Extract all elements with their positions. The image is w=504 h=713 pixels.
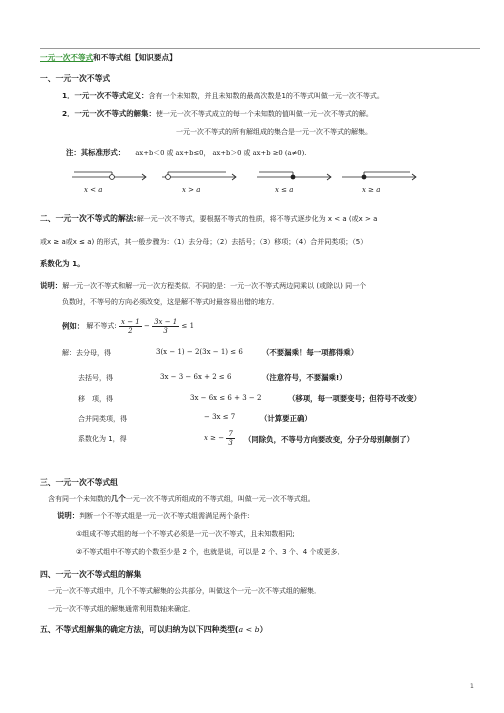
fraction-2-denominator: 3 [163, 327, 168, 335]
section-3-text-c: 一元一次不等式所组成的不等式组，叫做一元一次不等式组。 [125, 495, 315, 503]
page-title [40, 52, 177, 63]
step-5-fraction [226, 430, 234, 447]
section-5-heading-text: 五、不等式组解集的确定方法，可以归纳为以下四种类型( [40, 625, 239, 634]
title-highlight: 一元一次不等式 [40, 53, 94, 62]
example-minus: − [143, 322, 150, 330]
step-5-denominator: 3 [228, 439, 233, 447]
step-5-label: 系数化为 1，得 [78, 435, 127, 443]
example-line [62, 318, 194, 335]
number-line-2-label: x > a [182, 186, 201, 194]
section-3-note-text: 判断一个不等式组是一元一次不等式组需满足两个条件: [79, 512, 250, 520]
section-2-para-1 [40, 214, 377, 224]
step-1-expr: 3(x − 1) − 2(3x − 1) ≤ 6 [156, 348, 243, 356]
section-4-heading: 四、一元一次不等式组的解集 [40, 570, 142, 579]
section-3-heading: 三、一元一次不等式组 [40, 478, 118, 487]
section-3-text-a: 含有同一个未知数的 [48, 495, 111, 503]
standard-forms: ax+b＜0 或 ax+b≤0， ax+b＞0 或 ax+b ≥0 (a≠0). [135, 149, 307, 157]
step-4-label: 合并同类项，得 [78, 415, 127, 423]
step-3-note: （移项，每一项要变号；但符号不改变） [288, 394, 422, 403]
definition-2-continued: 一元一次不等式的所有解组成的集合是一元一次不等式的解集。 [176, 128, 372, 136]
step-4-note: （计算要正确） [260, 414, 312, 423]
section-2-note-label: 说明： [40, 281, 63, 290]
example-text: 解不等式: [86, 322, 117, 330]
step-1-label: 解：去分母，得 [62, 349, 111, 357]
section-4-para-1: 一元一次不等式组中，几个不等式解集的公共部分，叫做这个一元一次不等式组的解集． [48, 587, 321, 595]
section-3-note [57, 511, 250, 521]
section-2-para-2: 或x ≥ a或x ≤ a) 的形式，其一般步骤为：（1）去分母；（2）去括号；（3）移项；（4）合并同类项；（5） [40, 238, 368, 246]
definition-1-label: 1．一元一次不等式定义： [62, 91, 149, 100]
page-number: 1 [470, 683, 474, 690]
step-5-expr-prefix: x ≥ − [204, 434, 225, 442]
standard-form-label: 注：其标准形式： [66, 148, 126, 157]
standard-form-note [66, 148, 306, 158]
section-1-heading: 一、一元一次不等式 [40, 74, 111, 83]
section-5-condition: a < b [238, 625, 260, 634]
definition-2-label: 2．一元一次不等式的解集： [62, 109, 156, 118]
section-2-note-2: 负数时，不等号的方向必须改变，这是解不等式时最容易出错的地方． [62, 298, 279, 306]
step-5-expr [204, 430, 235, 447]
section-3-note-label: 说明： [57, 511, 80, 520]
definition-2-text: 使一元一次不等式成立的每一个未知数的值叫做一元一次不等式的解。 [155, 110, 373, 118]
example-le: ≤ 1 [181, 322, 195, 330]
fraction-2-numerator: 3x − 1 [154, 318, 178, 326]
title-rest: 和不等式组【知识要点】 [93, 53, 177, 62]
example-fraction-2 [152, 318, 179, 335]
section-3-condition-1: ①组成不等式组的每一个不等式必须是一元一次不等式，且未知数相同; [76, 530, 295, 538]
section-3-condition-2: ②不等式组中不等式的个数至少是 2 个，也就是说，可以是 2 个、3 个、4 个或更多． [76, 548, 345, 556]
example-fraction-1 [119, 318, 142, 335]
section-2-text-1: 解一元一次不等式，要根据不等式的性质，将不等式逐步化为 x < a (或x > a [136, 215, 378, 223]
number-line-1 [70, 165, 150, 195]
step-4-expr: − 3x ≤ 7 [204, 413, 236, 421]
step-5-numerator: 7 [228, 430, 233, 438]
section-3-para [48, 494, 315, 504]
step-1-note: （不要漏乘！每一项都得乘） [262, 348, 359, 357]
fraction-1-denominator: 2 [128, 327, 133, 335]
step-5-note: （同除负，不等号方向要改变，分子分母别颠倒了） [244, 435, 414, 444]
definition-1-text: 含有一个未知数，并且未知数的最高次数是1的不等式叫做一元一次不等式。 [148, 92, 384, 100]
section-5-close: ） [259, 625, 268, 634]
number-line-4-label: x ≥ a [362, 186, 381, 194]
section-2-note-1 [40, 281, 366, 291]
section-2-heading: 二、一元一次不等式的解法: [40, 214, 137, 223]
step-2-label: 去括号，得 [78, 374, 113, 382]
section-3-text-b: 几个 [111, 494, 126, 503]
section-4-para-2: 一元一次不等式组的解集通常利用数轴来确定． [48, 605, 195, 613]
number-line-1-label: x < a [84, 186, 103, 194]
header-rule [40, 48, 480, 49]
step-2-expr: 3x − 3 − 6x + 2 ≤ 6 [160, 373, 232, 381]
number-line-3 [255, 165, 335, 195]
step-3-expr: 3x − 6x ≤ 6 + 3 − 2 [190, 394, 262, 402]
fraction-1-numerator: x − 1 [121, 318, 140, 326]
step-3-label: 移 项，得 [78, 395, 113, 403]
section-2-para-3: 系数化为 1。 [40, 259, 85, 268]
section-5-heading [40, 624, 267, 635]
number-line-3-label: x ≤ a [275, 186, 294, 194]
section-2-note-text-1: 解一元一次不等式和解一元一次方程类似．不同的是：一元一次不等式两边同乘以 (或除以) 同一个 [62, 282, 367, 290]
example-label: 例如： [62, 321, 85, 331]
definition-1 [62, 91, 384, 101]
step-2-note: （注意符号，不要漏乘!） [262, 373, 347, 382]
definition-2 [62, 109, 373, 119]
